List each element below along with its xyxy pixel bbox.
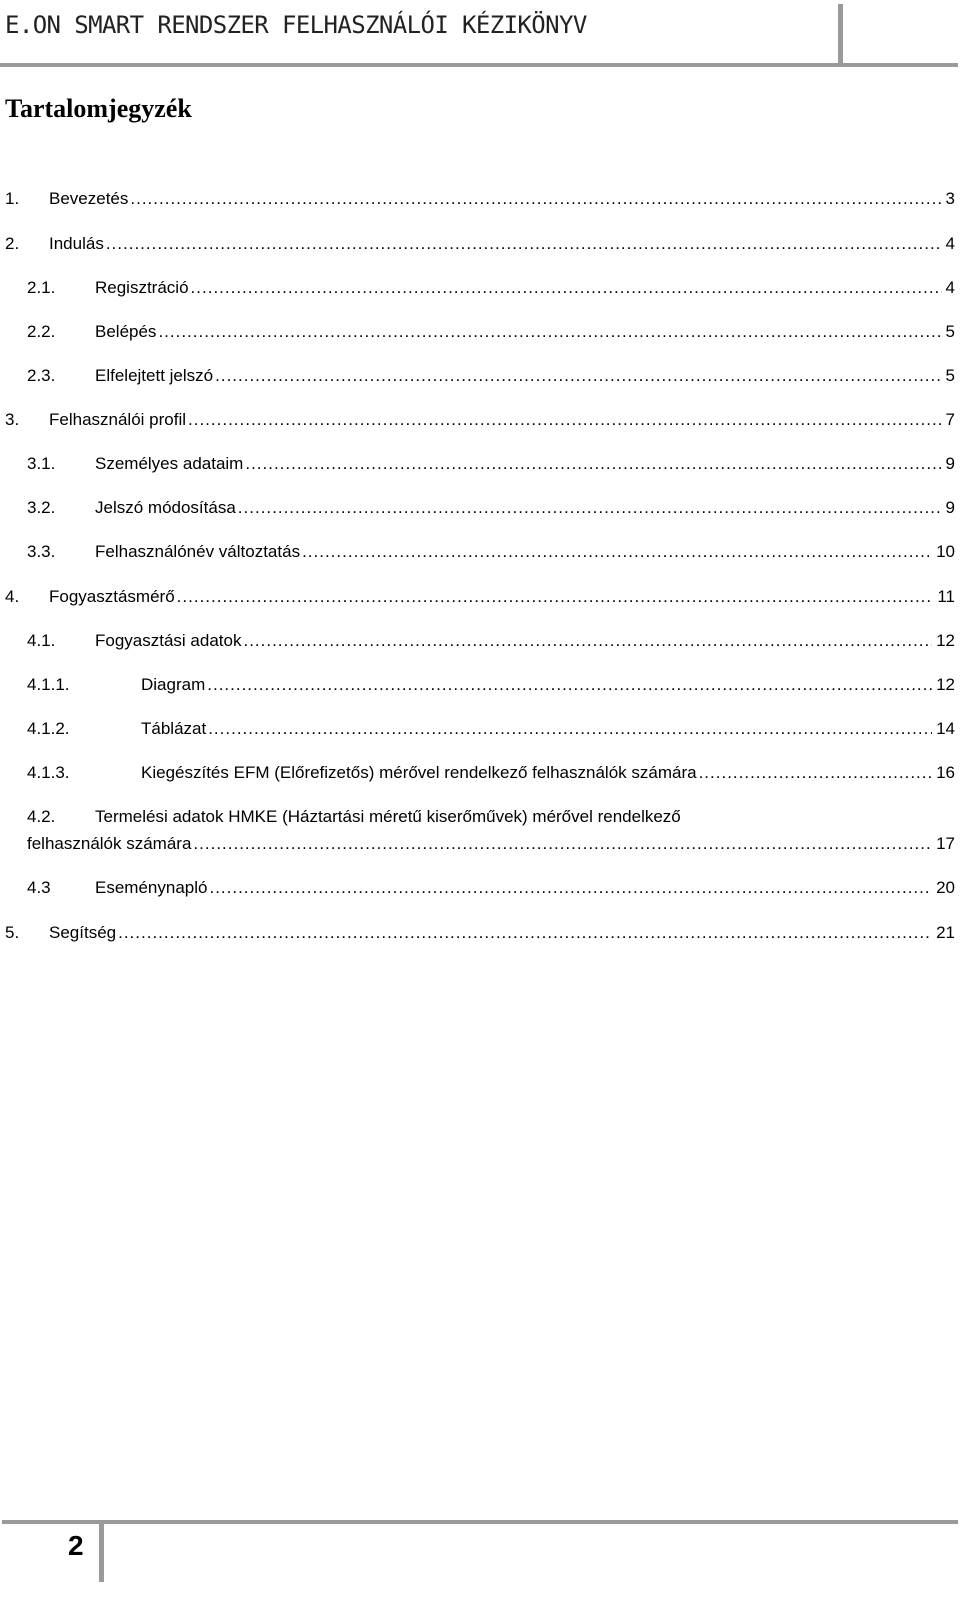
toc-entry-page: 7: [945, 410, 955, 429]
toc-entry-page: 21: [936, 923, 955, 942]
toc-leader-dots: [188, 408, 942, 432]
toc-leader-dots: [158, 320, 941, 344]
toc-entry-number: 3.: [5, 410, 20, 429]
toc-entry-number: 2.1.: [27, 278, 56, 297]
toc-entry-page: 17: [936, 834, 955, 853]
toc-entry-page: 3: [945, 189, 955, 208]
toc-entry-title: Fogyasztási adatok: [95, 631, 242, 650]
toc-leader-dots: [207, 673, 932, 697]
toc-entry[interactable]: [5, 187, 955, 211]
toc-entry[interactable]: [27, 496, 955, 520]
footer-divider-horizontal: [2, 1520, 958, 1524]
toc-leader-dots: [177, 585, 934, 609]
toc-entry-title: Termelési adatok HMKE (Háztartási méretű kiserőművek) mérővel rendelkező: [95, 807, 681, 826]
toc-leader-dots: [699, 761, 933, 785]
toc-leader-dots: [215, 364, 941, 388]
toc-leader-dots: [118, 921, 932, 945]
toc-entry-number: 5.: [5, 923, 20, 942]
toc-entry-page: 20: [936, 878, 955, 897]
toc-entry-number: 3.2.: [27, 498, 56, 517]
toc-entry-number: 2.3.: [27, 366, 56, 385]
toc-entry-page: 5: [945, 322, 955, 341]
toc-entry[interactable]: [27, 364, 955, 388]
toc-entry[interactable]: [27, 276, 955, 300]
toc-entry-page: 10: [936, 542, 955, 561]
toc-entry-page: 12: [936, 675, 955, 694]
toc-entry[interactable]: [27, 673, 955, 697]
toc-entry-title: Regisztráció: [95, 278, 189, 297]
toc-entry-title: Indulás: [49, 234, 104, 253]
toc-entry-title: Segítség: [49, 923, 117, 942]
toc-leader-dots: [106, 232, 942, 256]
toc-leader-dots: [245, 452, 941, 476]
toc-heading: Tartalomjegyzék: [5, 94, 192, 123]
toc-entry[interactable]: [27, 876, 955, 900]
header-divider-vertical: [838, 4, 843, 63]
toc-entry-number: 4.1.2.: [27, 719, 70, 738]
toc-leader-dots: [238, 496, 942, 520]
toc-leader-dots: [208, 717, 932, 741]
toc-entry[interactable]: [5, 408, 955, 432]
toc-entry-title: Diagram: [141, 675, 206, 694]
toc-entry-number: 3.1.: [27, 454, 56, 473]
toc-entry-title: Kiegészítés EFM (Előrefizetős) mérővel rendelkező felhasználók számára: [141, 763, 697, 782]
toc-entry-title: Bevezetés: [49, 189, 129, 208]
toc-entry-number: 2.2.: [27, 322, 56, 341]
toc-entry-page: 9: [945, 498, 955, 517]
toc-entry-title: Fogyasztásmérő: [49, 587, 175, 606]
toc-entry-number: 4.3: [27, 878, 51, 897]
toc-entry-page: 11: [937, 587, 955, 606]
toc-entry-title: Felhasználói profil: [49, 410, 187, 429]
toc-leader-dots: [302, 540, 932, 564]
toc-entry-page: 16: [936, 763, 955, 782]
toc-entry[interactable]: [27, 320, 955, 344]
toc-entry-number: 4.: [5, 587, 20, 606]
toc-entry-title-continued: felhasználók számára: [27, 834, 192, 853]
toc-entry-page: 4: [945, 234, 955, 253]
toc-entry-title: Belépés: [95, 322, 157, 341]
header-divider-horizontal: [0, 63, 958, 67]
toc-entry-title: Jelszó módosítása: [95, 498, 236, 517]
toc-entry[interactable]: [27, 832, 955, 856]
toc-entry-page: 14: [936, 719, 955, 738]
toc-entry-number: 4.1.3.: [27, 763, 70, 782]
toc-leader-dots: [209, 876, 932, 900]
toc-entry-number: 2.: [5, 234, 20, 253]
toc-entry-page: 9: [945, 454, 955, 473]
document-title: E.ON SMART RENDSZER FELHASZNÁLÓI KÉZIKÖNYV: [5, 11, 587, 39]
toc-leader-dots: [191, 276, 942, 300]
toc-entry-number: 1.: [5, 189, 20, 208]
page-number: 2: [68, 1530, 84, 1561]
toc-entry-title: Táblázat: [141, 719, 207, 738]
toc-entry-number: 3.3.: [27, 542, 56, 561]
page-footer: [0, 1515, 960, 1597]
toc-entry-wrapped-first-line[interactable]: [27, 805, 681, 829]
page-header: [0, 0, 960, 70]
toc-entry-number: 4.1.1.: [27, 675, 70, 694]
toc-entry[interactable]: [27, 452, 955, 476]
toc-leader-dots: [130, 187, 941, 211]
toc-entry[interactable]: [27, 629, 955, 653]
toc-entry[interactable]: [27, 761, 955, 785]
toc-entry-title: Személyes adataim: [95, 454, 244, 473]
toc-entry[interactable]: [5, 921, 955, 945]
toc-entry-page: 4: [945, 278, 955, 297]
toc-entry[interactable]: [27, 717, 955, 741]
toc-leader-dots: [193, 832, 932, 856]
toc-entry-title: Elfelejtett jelszó: [95, 366, 214, 385]
toc-entry-page: 12: [936, 631, 955, 650]
toc-entry[interactable]: [5, 232, 955, 256]
toc-entry-title: Felhasználónév változtatás: [95, 542, 301, 561]
toc-entry[interactable]: [5, 585, 955, 609]
toc-entry-number: 4.2.: [27, 807, 56, 826]
footer-divider-vertical: [99, 1520, 104, 1582]
toc-entry-page: 5: [945, 366, 955, 385]
toc-entry[interactable]: [27, 540, 955, 564]
toc-entry-title: Eseménynapló: [95, 878, 208, 897]
toc-leader-dots: [243, 629, 932, 653]
toc-entry-number: 4.1.: [27, 631, 56, 650]
